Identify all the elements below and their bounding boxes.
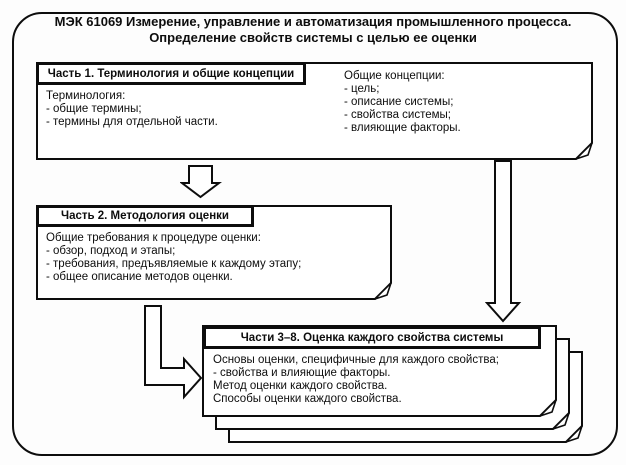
part1-terminology-list	[46, 90, 218, 129]
text-line: - термины для отдельной части.	[46, 116, 218, 128]
parts3-8-header-box	[203, 326, 541, 349]
text-line: Общие требования к процедуре оценки:	[46, 232, 261, 244]
title-line-2: Определение свойств системы с целью ее оценки	[149, 30, 477, 45]
text-line: - свойства и влияющие факторы.	[213, 367, 391, 379]
text-line: - требования, предъявляемые к каждому этапу;	[46, 258, 302, 270]
part1-concepts-list	[344, 70, 461, 135]
text-line: Метод оценки каждого свойства.	[213, 380, 388, 392]
text-line: - общее описание методов оценки.	[46, 271, 233, 283]
arrow-part2-to-parts3-8	[142, 303, 204, 403]
arrow-part1-to-part2	[180, 163, 222, 199]
part2-header-box	[36, 205, 254, 227]
part2-requirements-list	[46, 232, 301, 284]
diagram-title	[0, 14, 626, 46]
text-line: Общие концепции:	[344, 70, 445, 82]
arrow-part1-to-parts3-8	[485, 159, 523, 323]
text-line: - свойства системы;	[344, 109, 451, 121]
part2-header-label: Часть 2. Методология оценки	[61, 210, 229, 222]
parts3-8-content-list	[213, 354, 499, 406]
part1-header-label: Часть 1. Терминология и общие концепции	[47, 67, 295, 80]
part1-header-box	[36, 62, 306, 85]
text-line: Основы оценки, специфичные для каждого свойства;	[213, 354, 499, 366]
text-line: - обзор, подход и этапы;	[46, 245, 176, 257]
text-line: - цель;	[344, 83, 380, 95]
title-line-1: МЭК 61069 Измерение, управление и автоматизация промышленного процесса.	[54, 14, 572, 29]
text-line: Способы оценки каждого свойства.	[213, 393, 402, 405]
text-line: - общие термины;	[46, 103, 142, 115]
text-line: Терминология:	[46, 90, 126, 102]
text-line: - влияющие факторы.	[344, 122, 461, 134]
parts3-8-header-label: Части 3–8. Оценка каждого свойства системы	[240, 331, 504, 344]
text-line: - описание системы;	[344, 96, 454, 108]
